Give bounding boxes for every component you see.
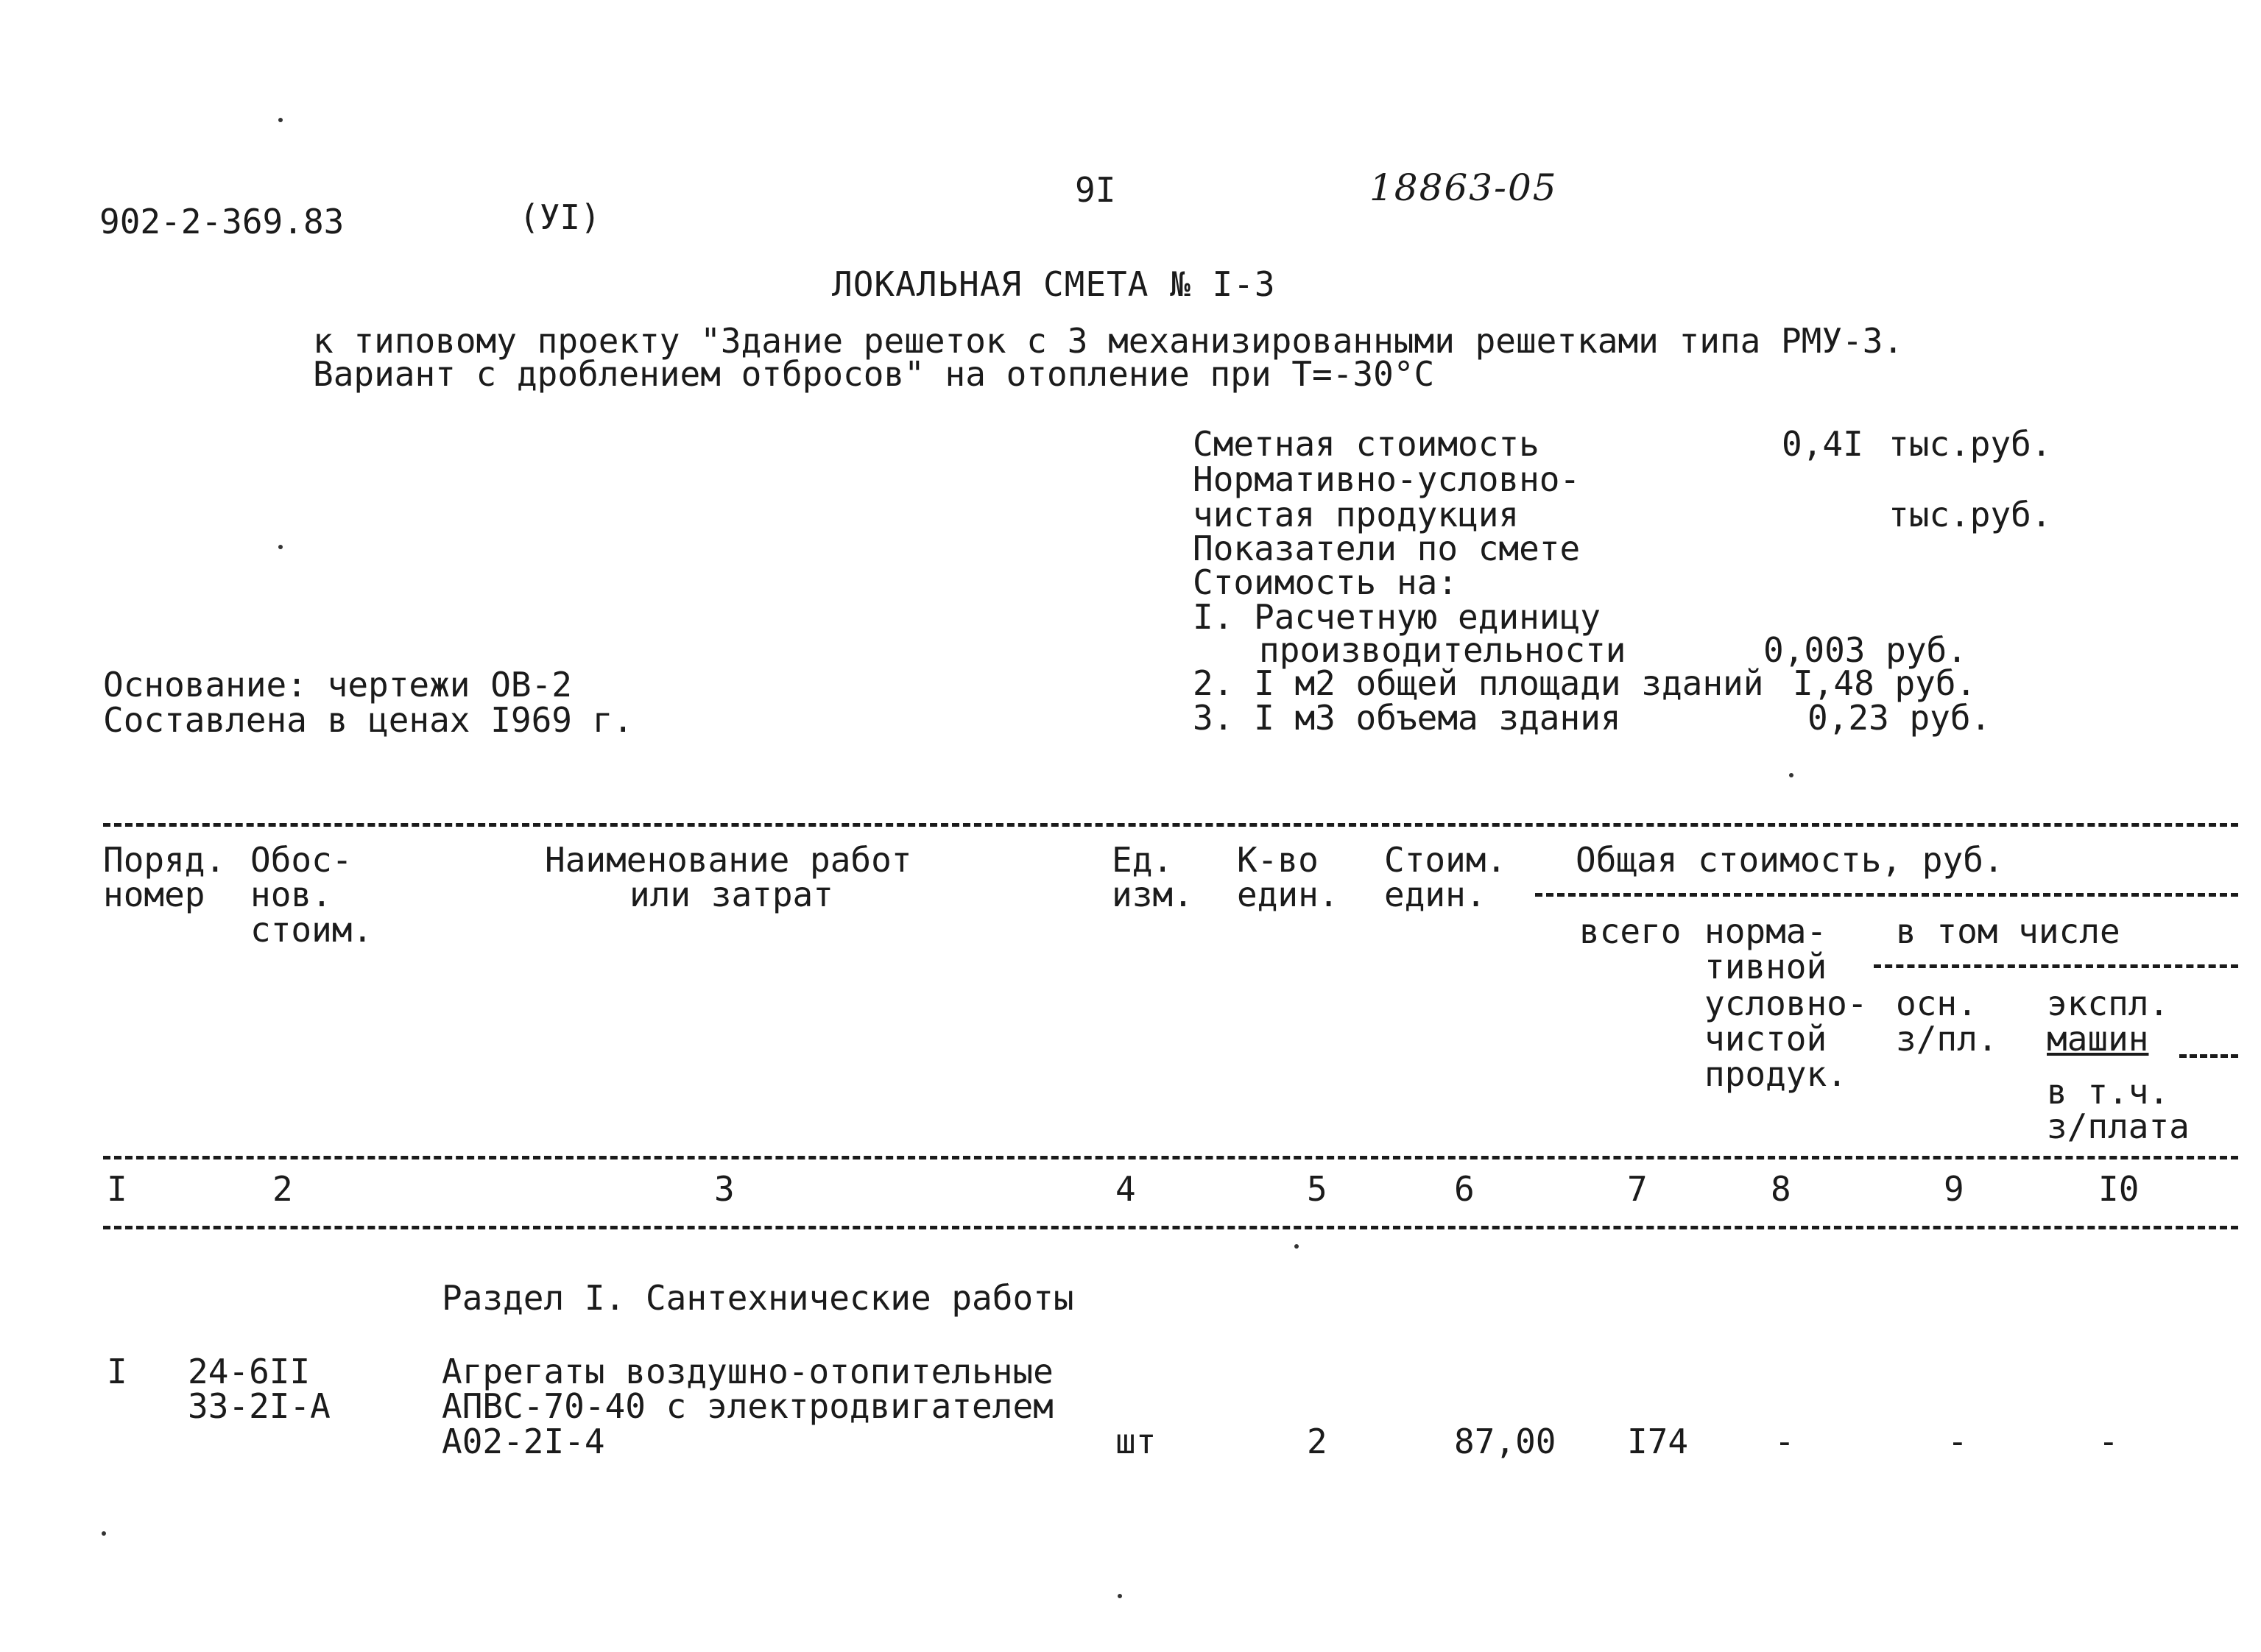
header-col5-line1: К-во xyxy=(1237,840,1319,880)
handwritten-number: 18863-05 xyxy=(1369,166,1558,209)
table-top-rule xyxy=(103,823,2238,827)
header-col5-line2: един. xyxy=(1237,875,1339,914)
prices-line: Составлена в ценах I969 г. xyxy=(103,700,634,740)
column-numbers-top-rule xyxy=(103,1156,2238,1159)
column-number-3: 3 xyxy=(714,1169,735,1209)
header-col4-line2: изм. xyxy=(1112,875,1193,914)
row-basis-line1: 24-6II xyxy=(188,1352,311,1391)
document-code: 902-2-369.83 xyxy=(99,202,345,241)
header-col4-line1: Ед. xyxy=(1112,840,1174,880)
row-unit: шт xyxy=(1115,1422,1157,1461)
header-col2-line2: нов. xyxy=(250,875,332,914)
page-number: 9I xyxy=(1075,170,1116,210)
column-number-5: 5 xyxy=(1307,1169,1327,1209)
column-number-2: 2 xyxy=(272,1169,293,1209)
header-total: всего xyxy=(1579,911,1682,951)
header-normative-2: тивной xyxy=(1704,947,1827,986)
header-machines-1: экспл. xyxy=(2047,984,2170,1023)
header-subrule-total xyxy=(1535,893,2238,897)
header-col3-line1: Наименование работ xyxy=(545,840,912,880)
subtitle-line-2: Вариант с дроблением отбросов" на отопление при Т=-30°С xyxy=(313,354,1435,394)
row-name-line1: Агрегаты воздушно-отопительные xyxy=(442,1352,1054,1391)
column-numbers-bottom-rule xyxy=(103,1226,2238,1229)
indicators-label: Показатели по смете xyxy=(1193,529,1581,568)
estimated-cost-label: Сметная стоимость xyxy=(1193,424,1539,464)
column-number-7: 7 xyxy=(1627,1169,1648,1209)
row-name-line3: А02-2I-4 xyxy=(442,1422,605,1461)
section-title: Раздел I. Сантехнические работы xyxy=(442,1278,1074,1318)
header-col2-line1: Обос- xyxy=(250,840,353,880)
header-col6-line1: Стоим. xyxy=(1384,840,1507,880)
header-machines-wage-1: в т.ч. xyxy=(2047,1072,2170,1112)
item2-value: I,48 руб. xyxy=(1793,663,1977,703)
row-normative: - xyxy=(1774,1422,1795,1461)
item2-label: 2. I м2 общей площади зданий xyxy=(1193,663,1764,703)
estimated-cost-unit: тыс.руб. xyxy=(1888,424,2052,464)
header-machines-2: машин xyxy=(2047,1019,2149,1059)
subtitle-line-1: к типовому проекту "Здание решеток с 3 механизированными решетками типа РМУ-3. xyxy=(313,321,1904,361)
header-total-cost: Общая стоимость, руб. xyxy=(1576,840,2004,880)
column-number-9: 9 xyxy=(1944,1169,1964,1209)
item1-label-1: I. Расчетную единицу xyxy=(1193,597,1601,637)
item3-label: 3. I м3 объема здания xyxy=(1193,698,1621,738)
basis-line: Основание: чертежи ОВ-2 xyxy=(103,665,572,705)
row-base-wage: - xyxy=(1947,1422,1968,1461)
column-number-1: I xyxy=(107,1169,127,1209)
header-including: в том числе xyxy=(1896,911,2120,951)
header-normative-1: норма- xyxy=(1704,911,1827,951)
header-col1-line1: Поряд. xyxy=(103,840,226,880)
header-normative-3: условно- xyxy=(1704,984,1868,1023)
row-total: I74 xyxy=(1627,1422,1689,1461)
item3-value: 0,23 руб. xyxy=(1807,698,1992,738)
column-number-6: 6 xyxy=(1454,1169,1475,1209)
scan-speck xyxy=(102,1531,106,1536)
item1-label-2: производительности xyxy=(1259,630,1626,670)
header-base-wage-2: з/пл. xyxy=(1896,1019,1998,1059)
header-col3-line2: или затрат xyxy=(629,875,833,914)
scan-speck xyxy=(1294,1244,1299,1249)
normative-unit: тыс.руб. xyxy=(1888,495,2052,534)
header-normative-5: продук. xyxy=(1704,1054,1847,1094)
header-col2-line3: стоим. xyxy=(250,910,373,950)
column-number-10: I0 xyxy=(2098,1169,2140,1209)
scan-speck xyxy=(278,118,283,122)
cost-on-label: Стоимость на: xyxy=(1193,562,1458,602)
item1-value: 0,003 руб. xyxy=(1763,630,1967,670)
row-machines: - xyxy=(2098,1422,2119,1461)
scan-speck xyxy=(278,545,283,549)
row-unit-cost: 87,00 xyxy=(1454,1422,1556,1461)
normative-label-2: чистая продукция xyxy=(1193,495,1520,534)
header-base-wage-1: осн. xyxy=(1896,984,1978,1023)
column-number-8: 8 xyxy=(1771,1169,1791,1209)
header-col1-line2: номер xyxy=(103,875,205,914)
volume-number: (УI) xyxy=(519,197,601,237)
estimated-cost-value: 0,4I xyxy=(1782,424,1863,464)
row-number: I xyxy=(107,1352,127,1391)
row-name-line2: АПВС-70-40 с электродвигателем xyxy=(442,1386,1054,1426)
header-subrule-machines xyxy=(2179,1054,2238,1058)
header-normative-4: чистой xyxy=(1704,1019,1827,1059)
header-machines-wage-2: з/плата xyxy=(2047,1106,2190,1146)
row-qty: 2 xyxy=(1307,1422,1327,1461)
column-number-4: 4 xyxy=(1115,1169,1136,1209)
row-basis-line2: 33-2I-А xyxy=(188,1386,331,1426)
header-col6-line2: един. xyxy=(1384,875,1486,914)
scan-speck xyxy=(1118,1594,1122,1598)
normative-label-1: Нормативно-условно- xyxy=(1193,459,1581,499)
header-subrule-including xyxy=(1874,964,2238,968)
document-title: ЛОКАЛЬНАЯ СМЕТА № I-3 xyxy=(832,264,1276,304)
scan-speck xyxy=(1789,773,1793,777)
